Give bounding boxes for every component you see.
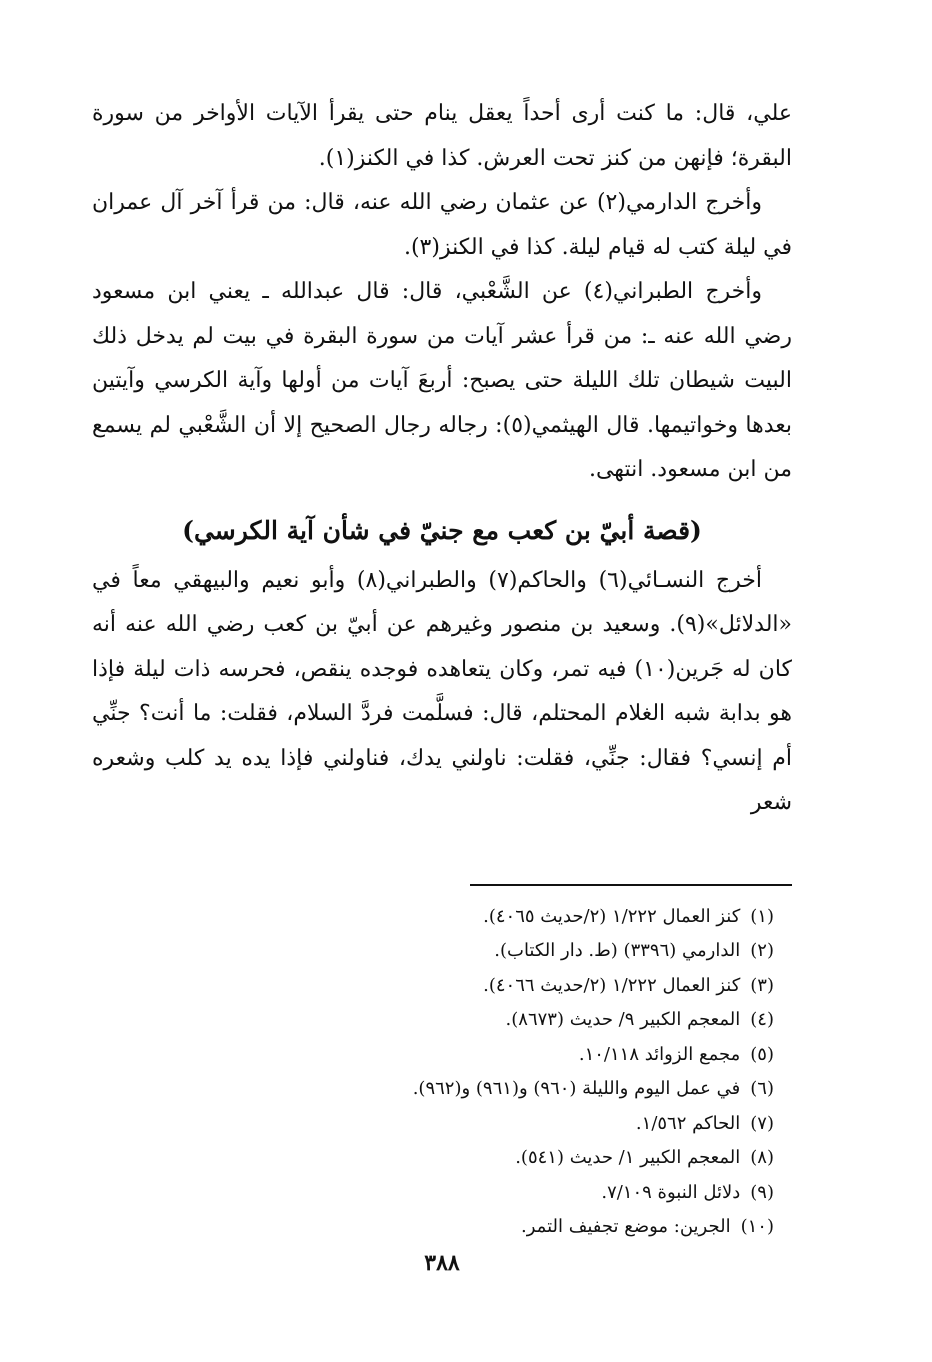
footnote-text: الدارمي (٣٣٩٦) (ط. دار الكتاب). [494, 940, 741, 961]
footnote-item [92, 1003, 774, 1038]
footnote-item [92, 1210, 774, 1245]
body-paragraph: علي، قال: ما كنت أرى أحداً يعقل ينام حتى يقرأ الآيات الأواخر من سورة البقرة؛ فإنهن من كنز تحت العرش. كذا في الكنز(١). [92, 101, 792, 171]
footnote-number: (٢) [750, 940, 774, 961]
footnote-item [92, 1176, 774, 1211]
footnote-text: الحاكم ١/٥٦٢. [635, 1112, 741, 1134]
footnote-number: (٦) [750, 1078, 774, 1099]
footnote-item [92, 1141, 774, 1176]
body-paragraph: وأخرج الدارمي(٢) عن عثمان رضي الله عنه، قال: من قرأ آخر آل عمران في ليلة كتب له قيام ليلة. كذا في الكنز(٣). [92, 190, 792, 260]
footnote-text: المعجم الكبير ٩/ حديث (٨٦٧٣). [505, 1009, 741, 1030]
footnote-text: دلائل النبوة ٧/١٠٩. [601, 1181, 741, 1203]
section-paragraph: أخرج النسـائي(٦) والحاكم(٧) والطبراني(٨) وأبو نعيم والبيهقي معاً في «الدلائل»(٩). وسعيد بن منصور وغيرهم عن أبيّ بن كعب رضي الله عنه أنه كان له جَرين(١٠) فيه تمر، وكان يتعاهده فوجده ينقص، فحرسه ذات ليلة فإذا هو بدابة شبه الغلام المحتلم، قال: فسلَّمت فردَّ السلام، فقلت: ما أنت؟ جنِّي أم إنسي؟ فقال: جنِّي، فقلت: ناولني يدك، فناولني فإذا يده يد كلب وشعره شعر [92, 567, 792, 815]
footnote-text: كنز العمال ١/٢٢٢ (٢/حديث ٤٠٦٦). [483, 974, 741, 996]
footnote-number: (٨) [750, 1147, 774, 1168]
footnotes-list [92, 900, 792, 1245]
footnote-text: كنز العمال ١/٢٢٢ (٢/حديث ٤٠٦٥). [483, 905, 741, 927]
footnote-text: الجرين: موضع تجفيف التمر. [521, 1216, 731, 1237]
footnote-number: (٧) [750, 1112, 774, 1134]
page-number: ٣٨٨ [424, 1250, 460, 1276]
footnote-number: (٤) [750, 1009, 774, 1030]
footnote-number: (١٠) [740, 1216, 774, 1237]
footnote-item [92, 934, 774, 969]
footnote-number: (٩) [750, 1181, 774, 1203]
footnote-text: المعجم الكبير ١/ حديث (٥٤١). [515, 1147, 741, 1168]
footnote-item [92, 969, 774, 1004]
book-page [92, 92, 792, 1322]
section-heading: (قصة أبيّ بن كعب مع جنيّ في شأن آية الكرسي) [182, 515, 702, 545]
footnote-text: مجمع الزوائد ١٠/١١٨. [578, 1043, 741, 1065]
footnote-number: (٣) [750, 974, 774, 996]
footnote-item [92, 900, 774, 935]
footnote-number: (٥) [750, 1043, 774, 1065]
footnote-number: (١) [750, 905, 774, 927]
footnote-text: في عمل اليوم والليلة (٩٦٠) و(٩٦١) و(٩٦٢). [412, 1078, 741, 1099]
body-paragraph: وأخرج الطبراني(٤) عن الشَّعْبي، قال: قال عبدالله ـ يعني ابن مسعود رضي الله عنه ـ: من قرأ عشر آيات من سورة البقرة في بيت لم يدخل ذلك البيت شيطان تلك الليلة حتى يصبح: أربعَ آيات من أولها وآية الكرسي وآيتين بعدها وخواتيمها. قال الهيثمي(٥): رجاله رجال الصحيح إلا أن الشَّعْبي لم يسمع من ابن مسعود. انتهى. [92, 279, 792, 482]
footnote-item [92, 1038, 774, 1073]
footnote-item [92, 1072, 774, 1107]
footnote-item [92, 1107, 774, 1142]
footnote-separator [470, 884, 792, 886]
